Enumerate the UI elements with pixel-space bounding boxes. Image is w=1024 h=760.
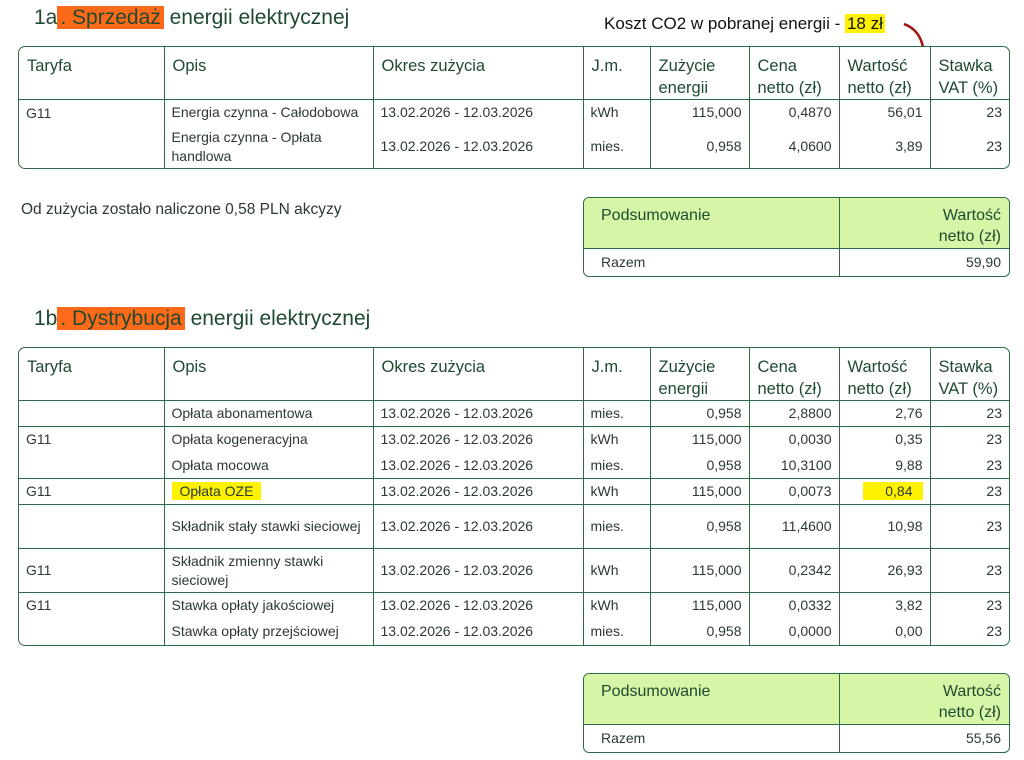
cell-jm: mies. [583, 453, 650, 479]
cell-zuzycie: 115,000 [650, 427, 749, 453]
cell-vat: 23 [930, 593, 1009, 619]
cell-wartosc: 10,98 [839, 505, 930, 549]
cell-opis [164, 479, 373, 505]
cell-jm: mies. [583, 401, 650, 427]
cell-vat: 23 [986, 623, 1002, 639]
summary-b [583, 673, 1010, 753]
section-a-rest: energii elektrycznej [163, 6, 350, 29]
cell-cena: 0,0030 [749, 427, 839, 453]
distribution-table [18, 347, 1010, 646]
section-a-prefix: 1a [34, 6, 58, 29]
cell-taryfa [19, 453, 164, 479]
cell-vat: 23 [986, 405, 1002, 421]
table-row [19, 401, 1009, 427]
cell-cena: 0,0332 [749, 593, 839, 619]
table-row [19, 479, 1009, 505]
cell-vat: 23 [986, 138, 1002, 154]
cell-wartosc: 2,76 [839, 401, 930, 427]
cell-zuzycie: 115,000 [650, 479, 749, 505]
sales-table [18, 46, 1010, 169]
cell-okres: 13.02.2026 - 12.03.2026 [373, 126, 583, 168]
cell-jm: mies. [583, 505, 650, 549]
section-b-highlight: . Dystrybucja [57, 307, 184, 330]
col-header-cena: Cena netto (zł) [749, 47, 839, 100]
cell-wartosc: 9,88 [839, 453, 930, 479]
cell-okres: 13.02.2026 - 12.03.2026 [373, 549, 583, 593]
cell-cena: 0,0000 [749, 619, 839, 645]
cell-zuzycie: 0,958 [650, 401, 749, 427]
cell-wartosc: 3,89 [839, 126, 930, 168]
cell-jm: kWh [583, 479, 650, 505]
cell-wartosc: 0,00 [839, 619, 930, 645]
col-header-taryfa: Taryfa [19, 348, 164, 401]
cell-zuzycie: 0,958 [650, 126, 749, 168]
cell-jm: kWh [583, 593, 650, 619]
cell-cena: 4,0600 [749, 126, 839, 168]
cell-vat: 23 [930, 505, 1009, 549]
cell-cena: 0,0073 [749, 479, 839, 505]
section-b-heading [34, 307, 370, 331]
table-row [19, 453, 1009, 479]
cell-wartosc: 26,93 [839, 549, 930, 593]
co2-annotation [604, 14, 885, 34]
summary-total-label: Razem [584, 249, 840, 276]
summary-value-header: Wartość netto (zł) [938, 683, 1001, 721]
col-header-cena: Cena netto (zł) [749, 348, 839, 401]
summary-label: Podsumowanie [584, 198, 840, 248]
cell-okres: 13.02.2026 - 12.03.2026 [373, 479, 583, 505]
cell-taryfa [19, 619, 164, 645]
cell-taryfa: G11 [19, 427, 164, 453]
cell-zuzycie: 115,000 [650, 593, 749, 619]
cell-opis: Energia czynna - Całodobowa [164, 100, 373, 126]
col-header-opis: Opis [164, 47, 373, 100]
summary-total-value: 59,90 [965, 254, 1001, 270]
cell-taryfa [19, 401, 164, 427]
cell-vat: 23 [930, 549, 1009, 593]
section-b-prefix: 1b [34, 307, 58, 330]
cell-jm: mies. [583, 126, 650, 168]
co2-annotation-value: 18 zł [846, 14, 883, 33]
col-header-okres: Okres zużycia [373, 348, 583, 401]
cell-opis: Składnik stały stawki sieciowej [164, 505, 373, 549]
cell-zuzycie: 0,958 [650, 505, 749, 549]
cell-cena: 0,4870 [749, 100, 839, 126]
cell-zuzycie: 115,000 [650, 549, 749, 593]
table-header-row [19, 47, 1009, 100]
cell-zuzycie: 0,958 [650, 619, 749, 645]
cell-taryfa: G11 [19, 479, 164, 505]
cell-wartosc: 0,35 [839, 427, 930, 453]
table-row [19, 505, 1009, 549]
summary-total-label: Razem [584, 725, 840, 752]
cell-jm: kWh [583, 427, 650, 453]
cell-opis: Opłata kogeneracyjna [164, 427, 373, 453]
cell-wartosc: 56,01 [839, 100, 930, 126]
col-header-zuzycie: Zużycie energii [650, 348, 749, 401]
cell-taryfa [19, 126, 164, 168]
cell-vat: 23 [930, 479, 1009, 505]
col-header-jm: J.m. [583, 348, 650, 401]
cell-jm: kWh [583, 100, 650, 126]
col-header-jm: J.m. [583, 47, 650, 100]
table-row [19, 593, 1009, 619]
cell-wartosc [839, 479, 930, 505]
table-row [19, 126, 1009, 168]
cell-okres: 13.02.2026 - 12.03.2026 [373, 427, 583, 453]
cell-cena: 2,8800 [749, 401, 839, 427]
table-row [19, 619, 1009, 645]
cell-vat: 23 [930, 427, 1009, 453]
cell-opis: Stawka opłaty jakościowej [164, 593, 373, 619]
cell-okres: 13.02.2026 - 12.03.2026 [373, 453, 583, 479]
cell-opis: Opłata abonamentowa [164, 401, 373, 427]
table-row [19, 100, 1009, 126]
col-header-wartosc: Wartość netto (zł) [839, 47, 930, 100]
summary-total-value: 55,56 [965, 730, 1001, 746]
co2-annotation-text: Koszt CO2 w pobranej energii - [604, 14, 845, 33]
table-row [19, 427, 1009, 453]
section-b-rest: energii elektrycznej [184, 307, 371, 330]
col-header-opis: Opis [164, 348, 373, 401]
cell-taryfa: G11 [19, 549, 164, 593]
akcyza-note: Od zużycia zostało naliczone 0,58 PLN akcyzy [21, 201, 342, 218]
col-header-taryfa: Taryfa [19, 47, 164, 100]
cell-cena: 0,2342 [749, 549, 839, 593]
cell-opis: Składnik zmienny stawki sieciowej [164, 549, 373, 593]
cell-cena: 10,3100 [749, 453, 839, 479]
col-header-zuzycie: Zużycie energii [650, 47, 749, 100]
col-header-vat: Stawka VAT (%) [930, 348, 1009, 401]
col-header-wartosc: Wartość netto (zł) [839, 348, 930, 401]
cell-taryfa: G11 [19, 100, 164, 126]
cell-zuzycie: 115,000 [650, 100, 749, 126]
oze-value-highlight: 0,84 [863, 482, 922, 500]
summary-value-header: Wartość netto (zł) [938, 207, 1001, 245]
cell-vat: 23 [986, 456, 1002, 473]
cell-jm: mies. [583, 619, 650, 645]
oze-highlight: Opłata OZE [172, 482, 262, 500]
table-row [19, 549, 1009, 593]
col-header-vat: Stawka VAT (%) [930, 47, 1009, 100]
cell-taryfa: G11 [19, 593, 164, 619]
summary-label: Podsumowanie [584, 674, 840, 724]
cell-taryfa [19, 505, 164, 549]
table-header-row [19, 348, 1009, 401]
cell-opis: Energia czynna - Opłata handlowa [164, 126, 373, 168]
cell-okres: 13.02.2026 - 12.03.2026 [373, 619, 583, 645]
cell-opis: Stawka opłaty przejściowej [164, 619, 373, 645]
cell-jm: kWh [583, 549, 650, 593]
cell-zuzycie: 0,958 [650, 453, 749, 479]
cell-opis: Opłata mocowa [164, 453, 373, 479]
cell-okres: 13.02.2026 - 12.03.2026 [373, 100, 583, 126]
cell-okres: 13.02.2026 - 12.03.2026 [373, 505, 583, 549]
cell-okres: 13.02.2026 - 12.03.2026 [373, 593, 583, 619]
cell-vat: 23 [986, 104, 1002, 121]
col-header-okres: Okres zużycia [373, 47, 583, 100]
cell-cena: 11,4600 [749, 505, 839, 549]
cell-wartosc: 3,82 [839, 593, 930, 619]
section-a-highlight: . Sprzedaż [57, 6, 163, 29]
section-a-heading [34, 6, 349, 30]
summary-a [583, 197, 1010, 277]
cell-okres: 13.02.2026 - 12.03.2026 [373, 401, 583, 427]
